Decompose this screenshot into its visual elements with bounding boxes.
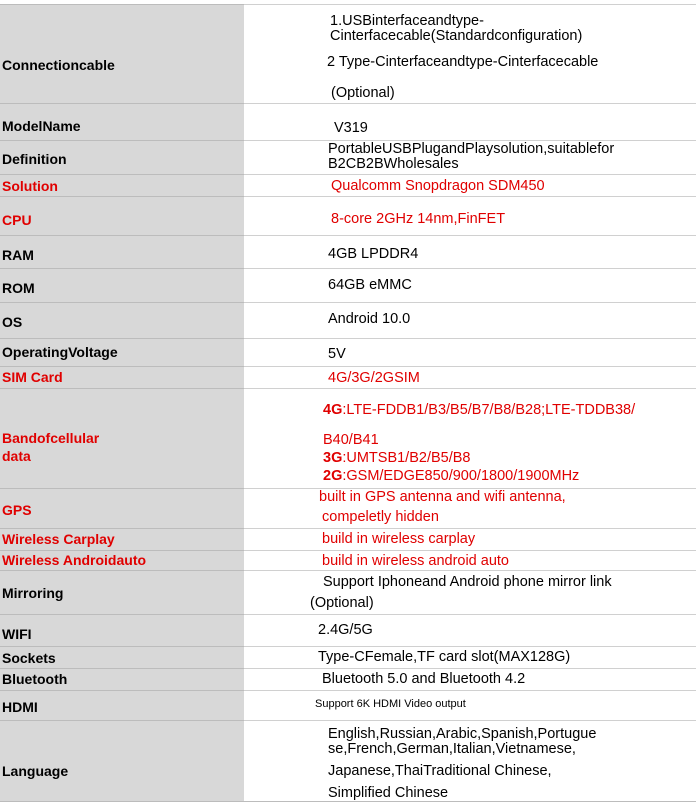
spec-value: built in GPS antenna and wifi antenna, (319, 489, 566, 505)
spec-row-sockets (0, 646, 696, 668)
spec-key: HDMI (2, 699, 38, 715)
spec-row-wireless-carplay (0, 528, 696, 550)
spec-row-connection-cable (0, 4, 696, 103)
spec-row-operating-voltage (0, 338, 696, 366)
spec-row-rom (0, 268, 696, 302)
spec-value: 64GB eMMC (328, 277, 412, 293)
spec-value: 2.4G/5G (318, 622, 373, 638)
spec-value: build in wireless android auto (322, 553, 509, 569)
spec-value: 8-core 2GHz 14nm,FinFET (331, 211, 506, 227)
spec-value: 2G:GSM/EDGE850/900/1800/1900MHz (323, 468, 580, 484)
spec-value: 4G/3G/2GSIM (328, 370, 420, 386)
spec-row-ram (0, 235, 696, 268)
spec-value: Support Iphoneand Android phone mirror link (323, 574, 612, 590)
spec-key: WIFI (2, 626, 32, 642)
spec-value: Bluetooth 5.0 and Bluetooth 4.2 (322, 671, 526, 687)
spec-row-cellular-bands (0, 388, 696, 488)
spec-key: Wireless Carplay (2, 531, 115, 547)
spec-key: Language (2, 763, 69, 779)
spec-row-language (0, 720, 696, 801)
spec-value: 2 Type-Cinterfaceandtype-Cinterfacecable (327, 54, 599, 70)
spec-row-hdmi (0, 690, 696, 720)
spec-key: CPU (2, 212, 32, 228)
spec-value: build in wireless carplay (322, 531, 476, 547)
spec-value: Qualcomm Snopdragon SDM450 (331, 178, 545, 194)
spec-key: Connectioncable (2, 57, 115, 73)
spec-value: (Optional) (331, 85, 395, 101)
spec-value: (Optional) (310, 595, 374, 611)
spec-key: ROM (2, 280, 35, 296)
spec-row-os (0, 302, 696, 338)
spec-value: Cinterfacecable(Standardconfiguration) (330, 28, 583, 44)
spec-key: OperatingVoltage (2, 344, 118, 360)
spec-row-gps (0, 488, 696, 528)
spec-value: 4GB LPDDR4 (328, 246, 419, 262)
spec-value: Android 10.0 (328, 311, 411, 327)
spec-key: Solution (2, 178, 58, 194)
spec-key: RAM (2, 247, 34, 263)
spec-value: Japanese,ThaiTraditional Chinese, (328, 763, 552, 779)
spec-row-cpu (0, 196, 696, 235)
spec-value: B40/B41 (323, 432, 379, 448)
spec-key: Mirroring (2, 585, 64, 601)
spec-key: Bandofcellular (2, 430, 100, 446)
spec-value: B2CB2BWholesales (328, 156, 459, 172)
spec-row-sim-card (0, 366, 696, 388)
spec-value: PortableUSBPlugandPlaysolution,suitablefor (328, 141, 615, 157)
spec-value: 1.USBinterfaceandtype- (330, 13, 484, 29)
spec-value: 4G:LTE-FDDB1/B3/B5/B7/B8/B28;LTE-TDDB38/ (323, 402, 636, 418)
spec-value: Support 6K HDMI Video output (315, 698, 466, 710)
spec-key: Bluetooth (2, 671, 68, 687)
spec-key: GPS (2, 502, 32, 518)
spec-value: 5V (328, 346, 346, 362)
spec-value: Simplified Chinese (328, 785, 449, 801)
spec-value: se,French,German,Italian,Vietnamese, (328, 741, 576, 757)
spec-row-solution (0, 174, 696, 196)
spec-value: Type-CFemale,TF card slot(MAX128G) (318, 649, 571, 665)
spec-key: OS (2, 314, 23, 330)
spec-row-bluetooth (0, 668, 696, 690)
spec-key: Definition (2, 151, 67, 167)
spec-value: English,Russian,Arabic,Spanish,Portugue (328, 726, 597, 742)
spec-key: ModelName (2, 118, 81, 134)
table-bottom-border (0, 801, 696, 802)
spec-key: data (2, 448, 31, 464)
spec-key: Wireless Androidauto (2, 552, 147, 568)
spec-row-mirroring (0, 570, 696, 614)
spec-value: compeletly hidden (322, 509, 439, 525)
spec-value: 3G:UMTSB1/B2/B5/B8 (323, 450, 471, 466)
spec-key: SIM Card (2, 369, 63, 385)
spec-row-wifi (0, 614, 696, 646)
spec-row-wireless-androidauto (0, 550, 696, 570)
spec-key: Sockets (2, 650, 56, 666)
spec-row-definition (0, 140, 696, 174)
spec-value: V319 (334, 120, 368, 136)
spec-row-model-name (0, 103, 696, 140)
